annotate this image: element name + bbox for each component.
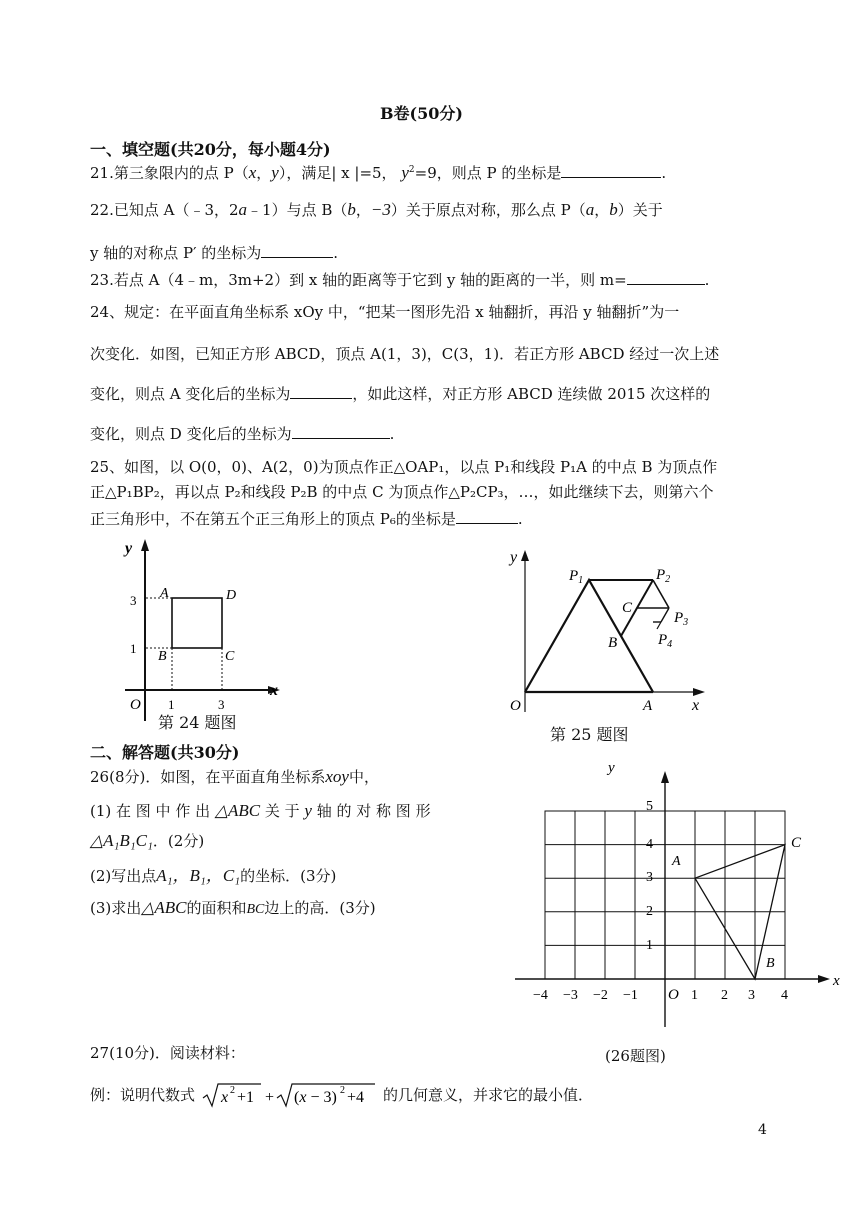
svg-text:−4: −4	[533, 988, 548, 1003]
svg-text:2: 2	[230, 1085, 236, 1096]
figure-25	[500, 542, 720, 717]
part2-heading: 二、解答题(共30分)	[90, 743, 240, 762]
svg-text:C: C	[622, 600, 633, 616]
figure-24	[100, 535, 300, 735]
figure-25-caption: 第 25 题图	[550, 725, 629, 744]
svg-text:+1: +1	[237, 1089, 255, 1106]
question-24-line3: 变化，则点 A 变化后的坐标为 ，如此这样，对正方形 ABCD 连续做 2015 次这样的	[90, 385, 711, 403]
svg-text:B: B	[608, 635, 618, 651]
question-26-intro: 26(8分)．如图，在平面直角坐标系xoy中，	[90, 767, 379, 786]
svg-text:4: 4	[781, 988, 788, 1003]
svg-text:5: 5	[646, 799, 653, 814]
question-24-line2: 次变化．如图，已知正方形 ABCD，顶点 A(1，3)，C(3，1)．若正方形 ABCD 经过一次上述	[90, 345, 720, 363]
section-title: B卷(50分)	[380, 104, 463, 123]
question-26-step3: (3)求出△ABC的面积和BC边上的高．(3分)	[90, 898, 376, 917]
question-27-example: 例：说明代数式 x 2 +1 + (x − 3) 2 +4 的几何意义，并求它的最小值．	[90, 1080, 593, 1110]
question-27: 27(10分)．阅读材料：	[90, 1044, 245, 1062]
figure-24-caption: 第 24 题图	[158, 713, 237, 732]
svg-text:−3: −3	[563, 988, 578, 1003]
svg-text:P3: $P_3$	[674, 610, 689, 628]
figure-26-caption: (26题图)	[605, 1047, 666, 1065]
svg-text:x: x	[270, 682, 278, 699]
svg-text:O: O	[510, 698, 521, 714]
svg-text:4: 4	[646, 837, 653, 852]
svg-text:3: 3	[218, 697, 225, 712]
svg-text:1: 1	[691, 988, 698, 1003]
svg-text:A: A	[672, 854, 681, 869]
question-26-step2: (2)写出点A₁，B₁，C₁的坐标．(3分)	[90, 866, 337, 885]
svg-text:C: C	[791, 835, 802, 851]
radical-expression	[199, 1080, 379, 1110]
svg-text:3: 3	[748, 988, 755, 1003]
question-21: 21.第三象限内的点 P（x，y），满足| x |=5， $y^2=9$，则点 P 的坐标是 .	[90, 163, 667, 182]
svg-text:x: x	[221, 1089, 229, 1106]
question-25-line3: 正三角形中，不在第五个正三角形上的顶点 P₆的坐标是 .	[90, 510, 523, 528]
svg-text:−2: −2	[593, 988, 608, 1003]
svg-text:C: C	[225, 649, 235, 664]
question-24-line4: 变化，则点 D 变化后的坐标为 .	[90, 425, 395, 443]
svg-text:B: B	[766, 956, 775, 971]
figure-26	[500, 755, 860, 1040]
svg-text:y: y	[608, 760, 615, 776]
svg-text:3: 3	[130, 593, 137, 608]
svg-text:3: 3	[646, 870, 653, 885]
svg-text:+: +	[265, 1089, 275, 1106]
svg-text:A: A	[643, 698, 653, 714]
svg-text:−1: −1	[623, 988, 638, 1003]
svg-text:+4: +4	[347, 1089, 365, 1106]
svg-text:A: A	[160, 586, 169, 601]
part1-heading: 一、填空题(共20分，每小题4分)	[90, 140, 331, 159]
question-26-step1b: △A₁B₁C₁．(2分)	[90, 831, 205, 850]
svg-text:2: 2	[721, 988, 728, 1003]
svg-text:x: x	[692, 697, 700, 714]
svg-text:y: y	[125, 540, 133, 557]
svg-text:1: 1	[646, 938, 653, 953]
svg-text:P1: $P_1$	[569, 568, 584, 586]
question-23: 23.若点 A（4﹣m，3m+2）到 x 轴的距离等于它到 y 轴的距离的一半，则 m= .	[90, 271, 710, 289]
svg-text:y: y	[510, 549, 518, 566]
svg-text:2: 2	[646, 904, 653, 919]
svg-text:D: D	[226, 588, 237, 603]
question-24-line1: 24、规定：在平面直角坐标系 xOy 中，“把某一图形先沿 x 轴翻折，再沿 y 轴翻折”为一	[90, 303, 680, 321]
question-22: 22.已知点 A（﹣3，2a﹣1）与点 B（b，−3）关于原点对称，那么点 P（a，b）关于	[90, 200, 663, 219]
svg-text:1: 1	[130, 641, 137, 656]
question-26-step1: (1) 在 图 中 作 出 △ABC 关 于 y 轴 的 对 称 图 形	[90, 801, 431, 820]
svg-text:O: O	[130, 697, 141, 713]
svg-text:(x − 3): (x − 3)	[294, 1089, 337, 1106]
svg-text:P2: $P_2$	[656, 567, 671, 585]
question-22-line2: y 轴的对称点 P′ 的坐标为 .	[90, 244, 339, 262]
page-number: 4	[758, 1122, 767, 1138]
svg-text:1: 1	[168, 697, 175, 712]
question-25-line1: 25、如图，以 O(0，0)、A(2，0)为顶点作正△OAP₁，以点 P₁和线段 P₁A 的中点 B 为顶点作	[90, 458, 718, 476]
svg-text:P4: $P_4$	[658, 632, 673, 650]
svg-text:2: 2	[340, 1085, 346, 1096]
svg-text:O: O	[668, 987, 679, 1003]
svg-text:B: B	[158, 649, 167, 664]
svg-text:x: x	[833, 973, 840, 989]
question-25-line2: 正△P₁BP₂，再以点 P₂和线段 P₂B 的中点 C 为顶点作△P₂CP₃，…，如此继续下去，则第六个	[90, 483, 714, 501]
square-abcd	[172, 598, 222, 648]
